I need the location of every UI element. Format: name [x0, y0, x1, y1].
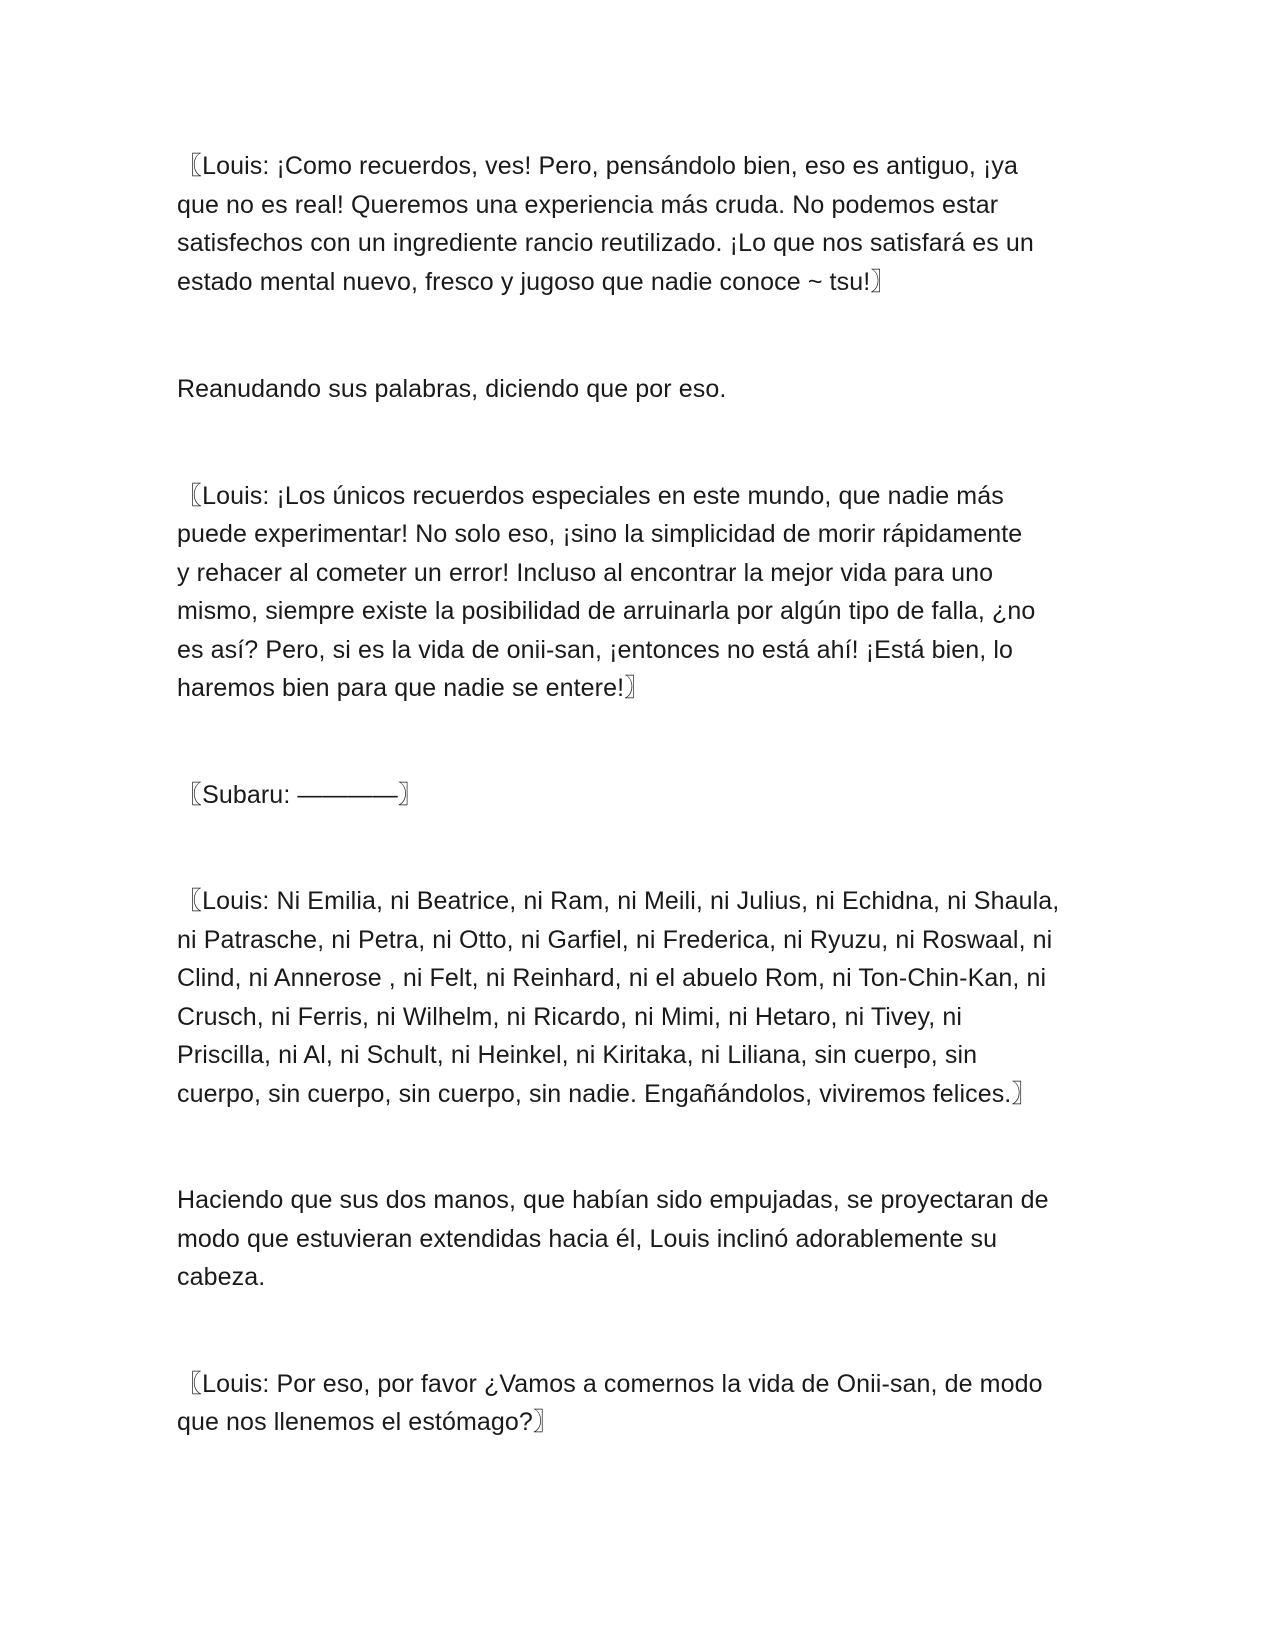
paragraph-narration-1: Reanudando sus palabras, diciendo que por eso. — [177, 375, 727, 403]
paragraph-louis-dialogue-1: 〖Louis: ¡Como recuerdos, ves! Pero, pensándolo bien, eso es antiguo, ¡ya que no es real! Queremos una experiencia más cruda. No podemos estar satisfechos con un ingrediente rancio reutilizado. ¡Lo que nos satisfará es un estado mental nuevo, fresco y jugoso que nadie conoce ~ tsu!〗 — [177, 152, 1034, 296]
paragraph-subaru-dialogue: 〖Subaru: ————〗 — [177, 780, 423, 809]
paragraph-narration-2: Haciendo que sus dos manos, que habían sido empujadas, se proyectaran de modo que estuvieran extendidas hacia él, Louis inclinó adorablemente su cabeza. — [177, 1186, 1049, 1291]
paragraph-louis-dialogue-2: 〖Louis: ¡Los únicos recuerdos especiales en este mundo, que nadie más puede experimentar! No solo eso, ¡sino la simplicidad de morir rápidamente y rehacer al cometer un error! Incluso al encontrar la mejor vida para uno mismo, siempre existe la posibilidad de arruinarla por algún tipo de falla, ¿no es así? Pero, si es la vida de onii-san, ¡entonces no está ahí! ¡Está bien, lo haremos bien para que nadie se entere!〗 — [177, 481, 1036, 702]
document-page — [177, 147, 1107, 1442]
paragraph-louis-dialogue-3: 〖Louis: Ni Emilia, ni Beatrice, ni Ram, ni Meili, ni Julius, ni Echidna, ni Shaula, ni Patrasche, ni Petra, ni Otto, ni Garfiel, ni Frederica, ni Ryuzu, ni Roswaal, ni Clind, ni Annerose , ni Felt, ni Reinhard, ni el abuelo Rom, ni Ton-Chin-Kan, ni Crusch, ni Ferris, ni Wilhelm, ni Ricardo, ni Mimi, ni Hetaro, ni Tivey, ni Priscilla, ni Al, ni Schult, ni Heinkel, ni Kiritaka, ni Liliana, sin cuerpo, sin cuerpo, sin cuerpo, sin cuerpo, sin nadie. Engañándolos, viviremos felices.〗 — [177, 887, 1060, 1108]
paragraph-louis-dialogue-4: 〖Louis: Por eso, por favor ¿Vamos a comernos la vida de Onii-san, de modo que nos llenemos el estómago?〗 — [177, 1369, 1043, 1436]
